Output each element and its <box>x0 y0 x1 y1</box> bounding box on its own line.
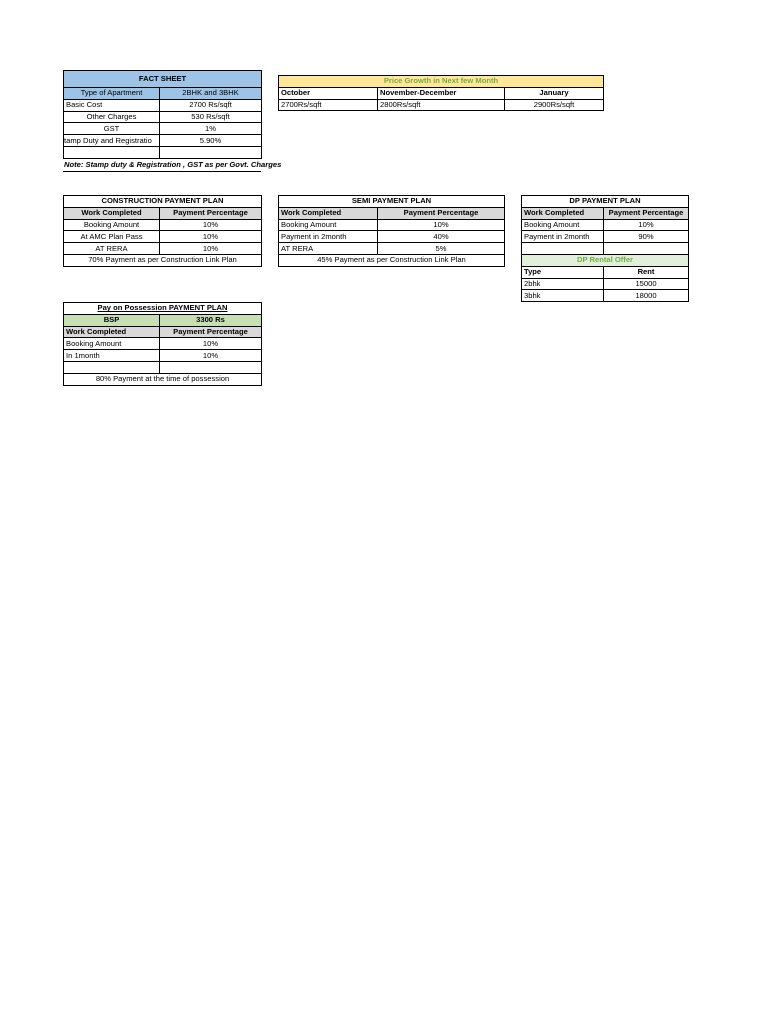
possession-plan-table <box>63 302 262 386</box>
fact-label: GST <box>64 123 160 135</box>
price-growth-title: Price Growth in Next few Month <box>279 76 604 88</box>
payment-percentage-cell: 10% <box>160 219 262 231</box>
column-header: Payment Percentage <box>160 207 262 219</box>
construction-plan-table <box>63 195 262 267</box>
work-completed-cell: AT RERA <box>279 243 378 255</box>
work-completed-cell: At AMC Plan Pass <box>64 231 160 243</box>
bsp-value: 3300 Rs <box>160 314 262 326</box>
possession-plan-title: Pay on Possession PAYMENT PLAN <box>64 303 262 315</box>
payment-percentage-cell: 10% <box>378 219 505 231</box>
column-header: Payment Percentage <box>378 207 505 219</box>
rental-header: Type <box>522 266 604 278</box>
column-header: Payment Percentage <box>160 326 262 338</box>
construction-plan-title: CONSTRUCTION PAYMENT PLAN <box>64 196 262 208</box>
column-header: Payment Percentage <box>604 207 689 219</box>
fact-empty-cell <box>160 146 262 158</box>
note-underline <box>63 171 261 172</box>
construction-plan-footer: 70% Payment as per Construction Link Plan <box>64 254 262 266</box>
column-header: Work Completed <box>64 207 160 219</box>
fact-label: Type of Apartment <box>64 88 160 100</box>
fact-sheet-table <box>63 70 262 159</box>
fact-label: Other Charges <box>64 111 160 123</box>
price-growth-value: 2700Rs/sqft <box>279 99 378 111</box>
payment-percentage-cell: 10% <box>604 219 689 231</box>
column-header: Work Completed <box>279 207 378 219</box>
payment-percentage-cell <box>604 243 689 255</box>
fact-value: 2700 Rs/sqft <box>160 99 262 111</box>
work-completed-cell: Booking Amount <box>64 219 160 231</box>
payment-percentage-cell: 10% <box>160 338 262 350</box>
semi-plan-table <box>278 195 505 267</box>
payment-percentage-cell: 5% <box>378 243 505 255</box>
payment-percentage-cell <box>160 361 262 373</box>
fact-sheet-title: FACT SHEET <box>64 71 262 88</box>
fact-empty-cell <box>64 146 160 158</box>
column-header: Work Completed <box>522 207 604 219</box>
work-completed-cell: In 1month <box>64 350 160 362</box>
dp-rental-title: DP Rental Offer <box>522 254 689 266</box>
rental-rent-cell: 18000 <box>604 290 689 302</box>
rental-header: Rent <box>604 266 689 278</box>
price-growth-header: November-December <box>378 87 505 99</box>
dp-plan-table <box>521 195 689 302</box>
possession-plan-footer: 80% Payment at the time of possession <box>64 373 262 385</box>
work-completed-cell: Payment in 2month <box>522 231 604 243</box>
fact-value: 5.90% <box>160 135 262 147</box>
fact-label: tamp Duty and Registratio <box>64 135 160 147</box>
dp-plan-title: DP PAYMENT PLAN <box>522 196 689 208</box>
payment-percentage-cell: 10% <box>160 243 262 255</box>
fact-sheet-note: Note: Stamp duty & Registration , GST as per Govt. Charges <box>64 160 282 169</box>
rental-type-cell: 2bhk <box>522 278 604 290</box>
payment-percentage-cell: 40% <box>378 231 505 243</box>
semi-plan-title: SEMI PAYMENT PLAN <box>279 196 505 208</box>
work-completed-cell: Payment in 2month <box>279 231 378 243</box>
payment-percentage-cell: 90% <box>604 231 689 243</box>
rental-rent-cell: 15000 <box>604 278 689 290</box>
work-completed-cell <box>64 361 160 373</box>
column-header: Work Completed <box>64 326 160 338</box>
fact-value: 530 Rs/sqft <box>160 111 262 123</box>
work-completed-cell: Booking Amount <box>64 338 160 350</box>
work-completed-cell <box>522 243 604 255</box>
price-growth-table <box>278 75 604 111</box>
semi-plan-footer: 45% Payment as per Construction Link Plan <box>279 254 505 266</box>
price-growth-header: January <box>505 87 604 99</box>
price-growth-value: 2800Rs/sqft <box>378 99 505 111</box>
bsp-label: BSP <box>64 314 160 326</box>
price-growth-header: October <box>279 87 378 99</box>
fact-value: 2BHK and 3BHK <box>160 88 262 100</box>
work-completed-cell: Booking Amount <box>522 219 604 231</box>
price-growth-value: 2900Rs/sqft <box>505 99 604 111</box>
payment-percentage-cell: 10% <box>160 231 262 243</box>
rental-type-cell: 3bhk <box>522 290 604 302</box>
work-completed-cell: AT RERA <box>64 243 160 255</box>
fact-value: 1% <box>160 123 262 135</box>
fact-label: Basic Cost <box>64 99 160 111</box>
work-completed-cell: Booking Amount <box>279 219 378 231</box>
payment-percentage-cell: 10% <box>160 350 262 362</box>
